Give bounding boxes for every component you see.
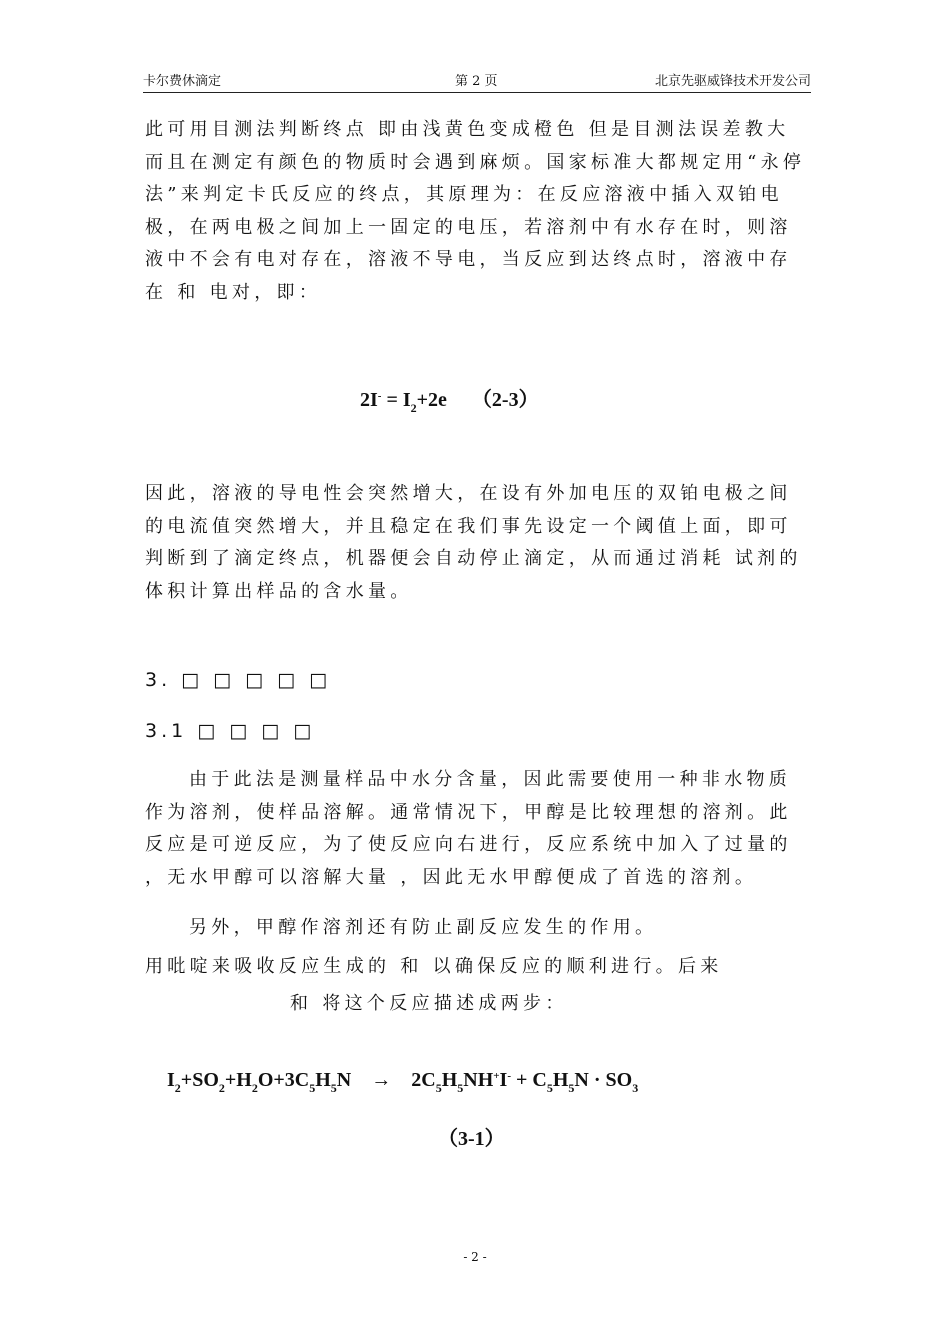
equation-3-1-label: （3-1） [438, 1128, 505, 1150]
paragraph-side-reaction: 另外，甲醇作溶剂还有防止副反应发生的作用。 [189, 917, 658, 938]
section-heading-3-1-number: 3.1 [145, 720, 188, 742]
header-title: 卡尔费休滴定 [143, 74, 222, 89]
paragraph-two-steps: 和 将这个反应描述成两步： [290, 993, 568, 1014]
header-page-number: 第 2 页 [455, 74, 498, 89]
equation-3-1: $I_2+SO_2+H_2O+3C_5H_5N$ → $2C_5H_5NH^+I^- + C_5H_5N \cdot SO_3$ [167, 1069, 639, 1095]
paragraph-conductivity: 因此，溶液的导电性会突然增大，在设有外加电压的双铂电极之间的电流值突然增大，并且稳定在我们事先设定一个阈值上面，即可判断到了滴定终点，机器便会自动停止滴定，从而通过消耗 试剂的体积计算出样品的含水量。 [145, 483, 802, 602]
page-footer: - 2 - [463, 1250, 487, 1264]
header-company: 北京先驱威锋技术开发公司 [654, 74, 811, 89]
paragraph-endpoint-detection: 此可用目测法判断终点 即由浅黄色变成橙色 但是目测法误差教大而且在测定有颜色的物质时会遇到麻烦。国家标准大都规定用“永停法”来判定卡氏反应的终点，其原理为：在反应溶液中插入双铂电极，在两电极之间加上一固定的电压，若溶剂中有水存在时，则溶液中不会有电对存在，溶液不导电，当反应到达终点时，溶液中存在 和 电对，即： [145, 119, 806, 303]
section-heading-3-1: 3.1 □ □ □ □ [145, 720, 316, 742]
equation-2-3: $2I^- = I_2+2e$ （2-3） [360, 389, 539, 415]
section-heading-3-number: 3. [145, 669, 172, 691]
section-heading-3: 3. □ □ □ □ □ [145, 669, 332, 691]
paragraph-pyridine: 用吡啶来吸收反应生成的 和 以确保反应的顺利进行。后来 [145, 956, 723, 977]
paragraph-solvent: 由于此法是测量样品中水分含量，因此需要使用一种非水物质作为溶剂，使样品溶解。通常情况下，甲醇是比较理想的溶剂。此反应是可逆反应，为了使反应向右进行，反应系统中加入了过量的 ，无水甲醇可以溶解大量 ，因此无水甲醇便成了首选的溶剂。 [145, 769, 792, 888]
page-header [143, 68, 811, 93]
